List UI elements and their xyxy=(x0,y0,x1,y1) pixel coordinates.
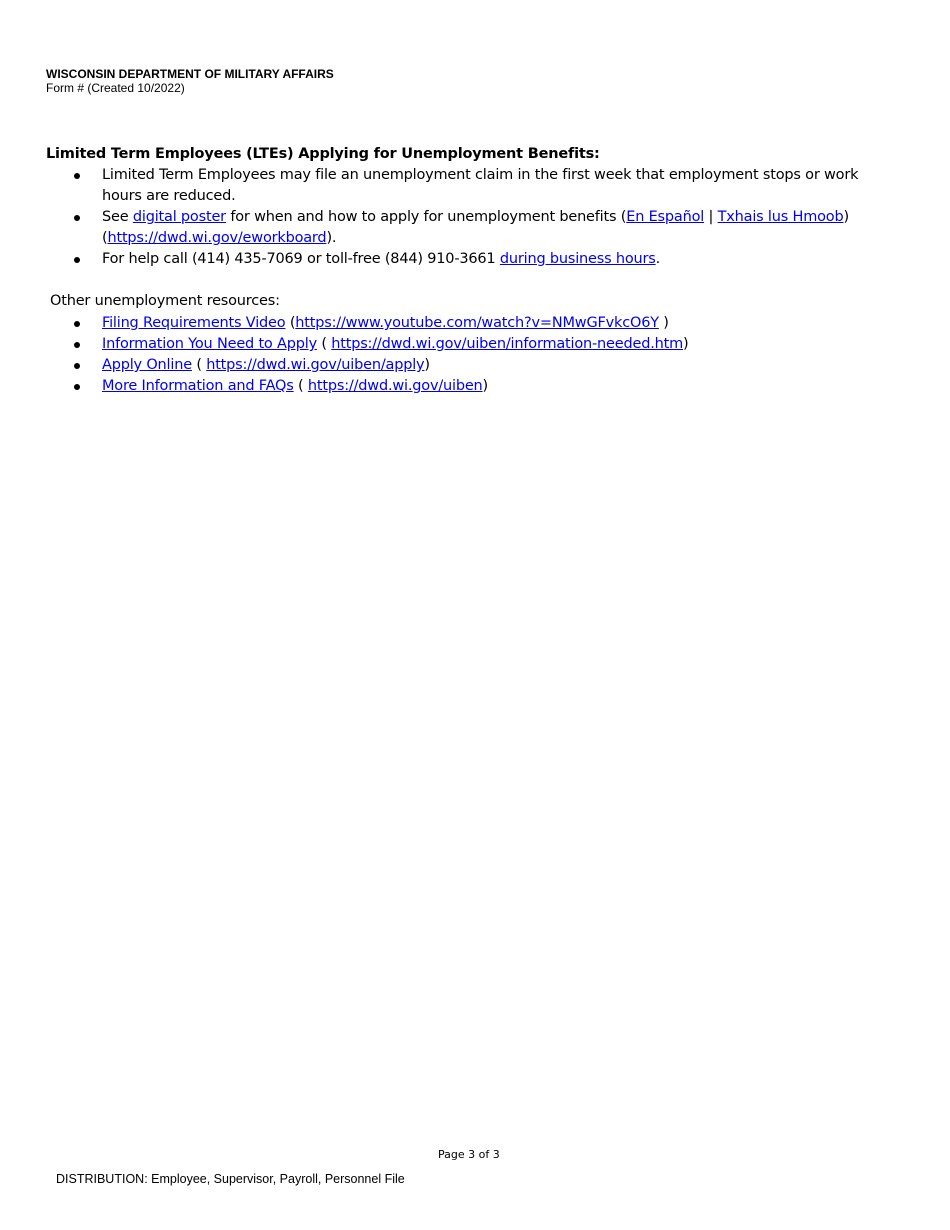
list-item-text: Limited Term Employees may file an unemployment claim in the first week that employment stops or work hours are reduced. xyxy=(102,167,859,204)
list-item xyxy=(0,207,862,249)
business-hours-link[interactable]: during business hours xyxy=(499,251,656,267)
resources-bullet-list xyxy=(0,313,862,397)
filing-requirements-video-link[interactable]: Filing Requirements Video xyxy=(102,315,286,331)
list-item xyxy=(0,313,862,334)
lte-section-heading: Limited Term Employees (LTEs) Applying for Unemployment Benefits: xyxy=(46,146,600,162)
list-item-text: ( xyxy=(316,336,332,352)
bullet-icon xyxy=(74,173,80,179)
bullet-icon xyxy=(74,257,80,263)
distribution-line: DISTRIBUTION: Employee, Supervisor, Payroll, Personnel File xyxy=(56,1172,405,1186)
list-item-text: ( xyxy=(102,230,108,246)
eworkboard-link[interactable]: https://dwd.wi.gov/eworkboard xyxy=(107,230,327,246)
bullet-icon xyxy=(74,363,80,369)
apply-url-link[interactable]: https://dwd.wi.gov/uiben/apply xyxy=(206,357,425,373)
more-information-faqs-link[interactable]: More Information and FAQs xyxy=(102,378,294,394)
list-item-text: ) xyxy=(658,315,669,331)
list-item-text: ) xyxy=(424,357,430,373)
information-needed-link[interactable]: Information You Need to Apply xyxy=(102,336,317,352)
list-item-text: ) xyxy=(482,378,489,394)
list-item-text: See xyxy=(102,209,133,225)
list-item-text: ) xyxy=(843,209,849,225)
bullet-icon xyxy=(74,384,80,390)
list-item xyxy=(0,376,862,397)
list-item-text: For help call (414) 435-7069 or toll-free (844) 910-3661 xyxy=(102,251,500,267)
youtube-url-link[interactable]: https://www.youtube.com/watch?v=NMwGFvkcO6Y xyxy=(295,315,659,331)
list-item xyxy=(0,355,862,376)
lte-bullet-list xyxy=(0,165,862,270)
apply-online-link[interactable]: Apply Online xyxy=(102,357,192,373)
list-item xyxy=(0,165,862,207)
bullet-icon xyxy=(74,215,80,221)
list-item xyxy=(0,249,862,270)
department-name: WISCONSIN DEPARTMENT OF MILITARY AFFAIRS xyxy=(46,67,334,81)
link-separator: | xyxy=(704,209,718,225)
uiben-url-link[interactable]: https://dwd.wi.gov/uiben xyxy=(307,378,483,394)
txhais-lus-hmoob-link[interactable]: Txhais lus Hmoob xyxy=(717,209,844,225)
list-item-text: for when and how to apply for unemployment benefits ( xyxy=(225,209,627,225)
bullet-icon xyxy=(74,342,80,348)
resources-heading: Other unemployment resources: xyxy=(50,293,280,309)
form-number-line: Form # (Created 10/2022) xyxy=(46,81,185,95)
document-header xyxy=(46,67,334,95)
list-item-text: ). xyxy=(326,230,337,246)
list-item-text: ) xyxy=(683,336,689,352)
list-item xyxy=(0,334,862,355)
digital-poster-link[interactable]: digital poster xyxy=(132,209,226,225)
list-item-text: ( xyxy=(191,357,207,373)
en-espanol-link[interactable]: En Español xyxy=(626,209,705,225)
list-item-text: ( xyxy=(293,378,308,394)
bullet-icon xyxy=(74,321,80,327)
list-item-text: . xyxy=(655,251,661,267)
information-needed-url-link[interactable]: https://dwd.wi.gov/uiben/information-needed.htm xyxy=(331,336,684,352)
list-item-text: ( xyxy=(285,315,296,331)
page-number: Page 3 of 3 xyxy=(438,1148,500,1161)
